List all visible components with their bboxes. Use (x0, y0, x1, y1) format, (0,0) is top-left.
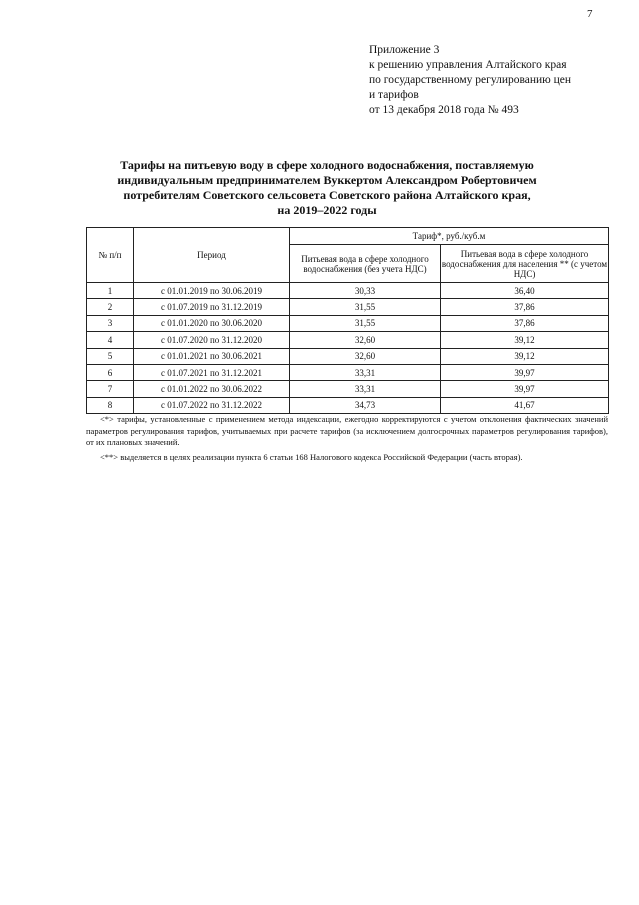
footnote-two: <**> выделяется в целях реализации пункта 6 статьи 168 Налогового кодекса Российской Федерации (часть вторая). (100, 451, 523, 462)
appendix-line: и тарифов (369, 89, 419, 101)
table-row (87, 348, 609, 364)
table-row (87, 299, 609, 315)
cell-tariff-b: 41,67 (441, 397, 609, 413)
cell-period: с 01.01.2022 по 30.06.2022 (134, 381, 290, 397)
cell-period: с 01.07.2022 по 31.12.2022 (134, 397, 290, 413)
appendix-header (369, 43, 631, 118)
cell-period: с 01.07.2020 по 31.12.2020 (134, 332, 290, 348)
appendix-line: Приложение 3 (369, 44, 440, 56)
header-num: № п/п (87, 228, 134, 283)
header-tariff-with-vat: Питьевая вода в сфере холодного водоснабжения для населения ** (с учетом НДС) (441, 245, 609, 283)
cell-tariff-b: 37,86 (441, 315, 609, 331)
appendix-line: от 13 декабря 2018 года № 493 (369, 104, 519, 116)
header-tariff: Тариф*, руб./куб.м (290, 228, 609, 245)
table-row (87, 397, 609, 413)
appendix-line: к решению управления Алтайского края (369, 59, 567, 71)
document-title (88, 158, 566, 218)
page-number: 7 (587, 8, 593, 20)
table-row (87, 283, 609, 299)
table-row (87, 381, 609, 397)
cell-tariff-a: 32,60 (290, 332, 441, 348)
cell-num: 2 (87, 299, 134, 315)
cell-num: 8 (87, 397, 134, 413)
cell-num: 1 (87, 283, 134, 299)
cell-tariff-b: 36,40 (441, 283, 609, 299)
cell-num: 3 (87, 315, 134, 331)
cell-num: 7 (87, 381, 134, 397)
footnotes (86, 414, 608, 466)
cell-period: с 01.07.2019 по 31.12.2019 (134, 299, 290, 315)
cell-tariff-a: 32,60 (290, 348, 441, 364)
title-line: на 2019–2022 годы (277, 203, 377, 217)
cell-tariff-a: 31,55 (290, 315, 441, 331)
table-row (87, 315, 609, 331)
table-row (87, 364, 609, 380)
cell-period: с 01.01.2020 по 30.06.2020 (134, 315, 290, 331)
cell-period: с 01.01.2021 по 30.06.2021 (134, 348, 290, 364)
title-line: индивидуальным предпринимателем Вуккертом Александром Робертовичем (117, 173, 537, 187)
tariffs-table (86, 227, 609, 414)
cell-tariff-b: 37,86 (441, 299, 609, 315)
title-line: потребителям Советского сельсовета Советского района Алтайского края, (123, 188, 531, 202)
cell-tariff-b: 39,12 (441, 348, 609, 364)
cell-tariff-a: 33,31 (290, 381, 441, 397)
cell-period: с 01.07.2021 по 31.12.2021 (134, 364, 290, 380)
header-period: Период (134, 228, 290, 283)
title-line: Тарифы на питьевую воду в сфере холодного водоснабжения, поставляемую (120, 158, 534, 172)
appendix-line: по государственному регулированию цен (369, 74, 572, 86)
cell-num: 5 (87, 348, 134, 364)
cell-tariff-a: 31,55 (290, 299, 441, 315)
header-tariff-without-vat: Питьевая вода в сфере холодного водоснабжения (без учета НДС) (290, 245, 441, 283)
cell-tariff-b: 39,97 (441, 364, 609, 380)
cell-tariff-a: 30,33 (290, 283, 441, 299)
table-row (87, 332, 609, 348)
cell-tariff-b: 39,97 (441, 381, 609, 397)
cell-tariff-a: 34,73 (290, 397, 441, 413)
cell-period: с 01.01.2019 по 30.06.2019 (134, 283, 290, 299)
cell-tariff-b: 39,12 (441, 332, 609, 348)
footnote-one: <*> тарифы, установленные с применением метода индексации, ежегодно корректируются с учетом отклонения фактических значений параметров регулирования тарифов, учитываемых при расчете тарифов (за исключением долгосрочных параметров регулирования тарифов), от их плановых значений. (86, 414, 608, 447)
cell-tariff-a: 33,31 (290, 364, 441, 380)
cell-num: 4 (87, 332, 134, 348)
cell-num: 6 (87, 364, 134, 380)
